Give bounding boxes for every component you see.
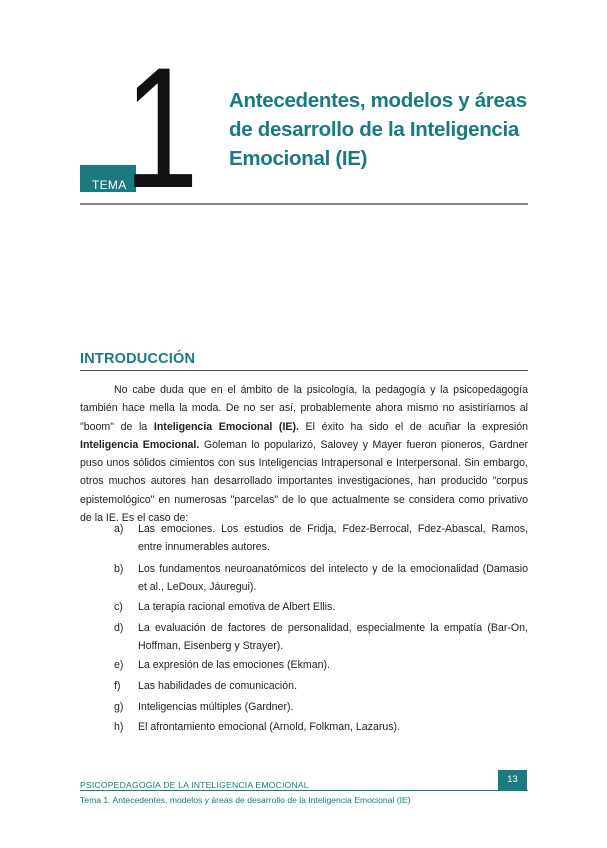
chapter-title-line: Antecedentes, modelos y áreas bbox=[229, 89, 527, 112]
list-item-text: Las habilidades de comunicación. bbox=[138, 680, 298, 692]
list-item-text: Inteligencias múltiples (Gardner). bbox=[138, 701, 294, 713]
chapter-title-line: de desarrollo de la Inteligencia bbox=[229, 118, 520, 141]
footer-chapter-reference: Tema 1. Antecedentes, modelos y áreas de desarrollo de la Inteligencia Emocional (IE) bbox=[80, 795, 411, 805]
list-marker: c) bbox=[114, 601, 123, 613]
list-marker: f) bbox=[114, 680, 121, 692]
chapter-title bbox=[229, 86, 539, 173]
list-item-text: Las emociones. Los estudios de Fridja, Fdez-Berrocal, Fdez-Abascal, Ramos, entre innumerables autores. bbox=[138, 523, 528, 554]
chapter-title-line: Emocional (IE) bbox=[229, 147, 368, 170]
list-item-text: La terapia racional emotiva de Albert Ellis. bbox=[138, 601, 336, 613]
footer-book-title: PSICOPEDAGOGÍA DE LA INTELIGENCIA EMOCIONAL bbox=[80, 780, 309, 790]
list-item-text: La evaluación de factores de personalidad, especialmente la empatía (Bar-On, Hoffman, Eisenberg y Strayer). bbox=[138, 622, 528, 653]
intro-paragraph bbox=[80, 381, 528, 527]
list-marker: d) bbox=[114, 622, 124, 634]
intro-text: Goleman lo popularizó, Salovey y Mayer fueron pioneros, Gardner puso unos sólidos cimientos con sus Inteligencias Intrapersonal e Interpersonal. Sin embargo, otros muchos autores han desarrollado importantes investigaciones, han producido "corpus epistemológico" en numerosas "parcelas" de lo que actualmente se considera como privativo de la IE. Es el caso de: bbox=[80, 438, 528, 525]
list-item-text: La expresión de las emociones (Ekman). bbox=[138, 659, 330, 671]
page-number: 13 bbox=[498, 770, 527, 790]
list-marker: b) bbox=[114, 563, 124, 575]
footer-divider bbox=[80, 790, 528, 791]
chapter-number: 1 bbox=[124, 32, 196, 224]
list-item-text: Los fundamentos neuroanatómicos del intelecto y de la emocionalidad (Damasio et al., LeDoux, Jáuregui). bbox=[138, 563, 528, 594]
list-marker: g) bbox=[114, 701, 124, 713]
header-divider bbox=[80, 203, 528, 205]
intro-text: El éxito ha sido el de acuñar la expresión bbox=[298, 420, 529, 433]
list-marker: a) bbox=[114, 523, 124, 535]
list-marker: e) bbox=[114, 659, 124, 671]
list-item-text: El afrontamiento emocional (Arnold, Folkman, Lazarus). bbox=[138, 721, 401, 733]
tema-label: TEMA bbox=[92, 178, 127, 192]
intro-bold-term: Inteligencia Emocional (IE). bbox=[153, 420, 299, 433]
section-heading: INTRODUCCIÓN bbox=[80, 351, 196, 367]
intro-text: No cabe duda que en el ámbito de la psicología, la pedagogía y la psicopedagogía también hace mella la moda. De no ser así, probablemente ahora mismo no asistiríamos al "boom" de la bbox=[80, 384, 528, 433]
list-marker: h) bbox=[114, 721, 124, 733]
section-divider bbox=[80, 370, 528, 371]
intro-bold-term: Inteligencia Emocional. bbox=[80, 438, 200, 451]
